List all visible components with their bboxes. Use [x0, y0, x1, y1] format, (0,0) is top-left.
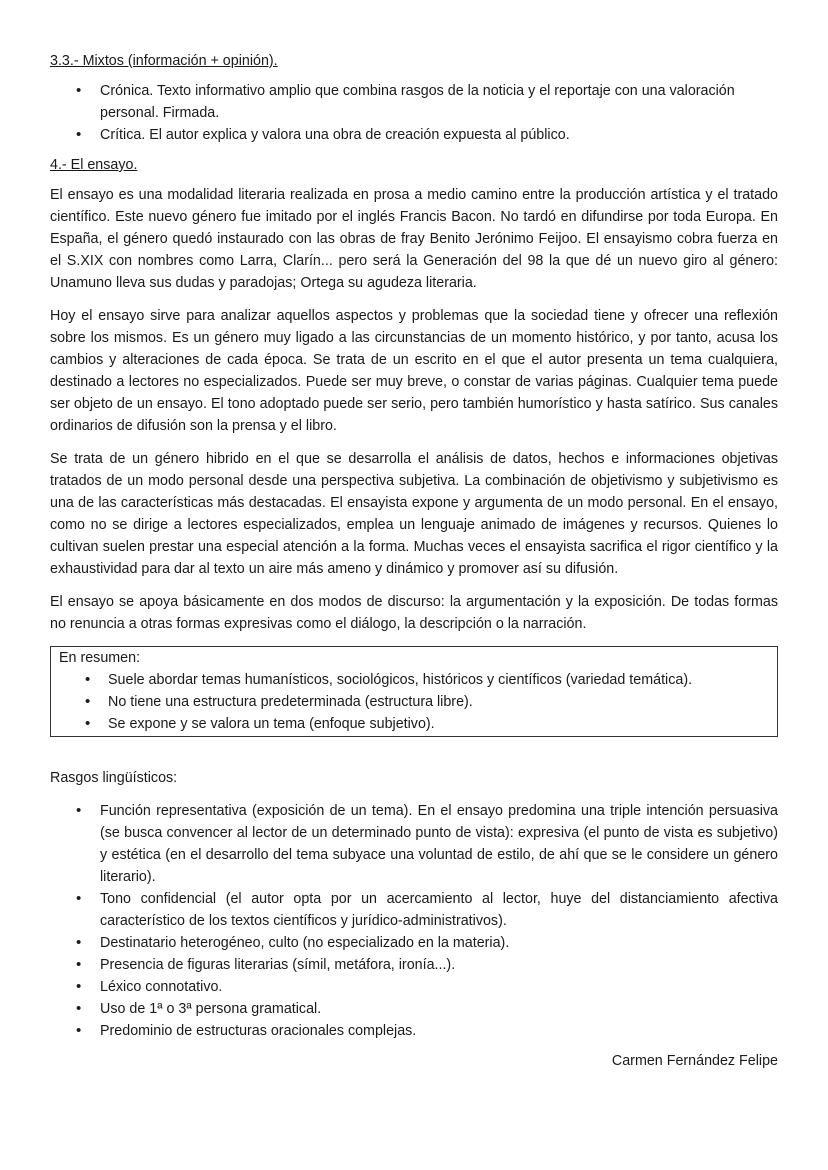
list-item: • Tono confidencial (el autor opta por un acercamiento al lector, huye del distanciamiento afectiva característico de los textos científicos y jurídico-administrativos). — [50, 888, 778, 932]
document-page — [50, 50, 778, 1072]
list-item: • Uso de 1ª o 3ª persona gramatical. — [50, 998, 778, 1020]
list-item: • Léxico connotativo. — [50, 976, 778, 998]
summary-title: En resumen: — [59, 650, 141, 666]
paragraph: Hoy el ensayo sirve para analizar aquellos aspectos y problemas que la sociedad tiene y ofrecer una reflexión sobre los mismos. Es un género muy ligado a las circunstancias de un momento histórico, y por tanto, acusa los cambios y alteraciones de cada época. Se trata de un escrito en el que el autor presenta un tema cualquiera, destinado a lectores no especializados. Puede ser muy breve, o constar de varias páginas. Cualquier tema puede ser objeto de un ensayo. El tono adoptado puede ser serio, pero también humorístico y hasta satírico. Sus canales ordinarios de difusión son la prensa y el libro. — [50, 308, 778, 434]
list-item: • Presencia de figuras literarias (símil, metáfora, ironía...). — [50, 954, 778, 976]
list-item: • Crónica. Texto informativo amplio que combina rasgos de la noticia y el reportaje con una valoración personal. Firmada. — [50, 80, 778, 124]
summary-list — [59, 669, 769, 735]
list-item: • Destinatario heterogéneo, culto (no especializado en la materia). — [50, 932, 778, 954]
list-item: • Predominio de estructuras oracionales complejas. — [50, 1020, 778, 1042]
list-item: • Se expone y se valora un tema (enfoque subjetivo). — [59, 713, 769, 735]
mixtos-list — [50, 80, 778, 146]
list-item: • No tiene una estructura predeterminada (estructura libre). — [59, 691, 769, 713]
list-item: • Suele abordar temas humanísticos, sociológicos, históricos y científicos (variedad temática). — [59, 669, 769, 691]
rasgos-title: Rasgos lingüísticos: — [50, 770, 178, 786]
section-heading-mixtos: 3.3.- Mixtos (información + opinión). — [50, 53, 278, 69]
summary-box — [50, 646, 778, 737]
paragraph: Se trata de un género hibrido en el que se desarrolla el análisis de datos, hechos e informaciones objetivas tratados de un modo personal desde una perspectiva subjetiva. La combinación de objetivismo y subjetivismo es una de las características más destacadas. El ensayista expone y argumenta de un modo personal. En el ensayo, como no se dirige a lectores especializados, emplea un lenguaje animado de imágenes y recursos. Quienes lo cultivan suelen prestar una especial atención a la forma. Muchas veces el ensayista sacrifica el rigor científico y la exhaustividad para dar al texto un aire más ameno y dinámico y promover así su difusión. — [50, 451, 778, 577]
list-item: • Función representativa (exposición de un tema). En el ensayo predomina una triple intención persuasiva (se busca convencer al lector de un determinado punto de vista): expresiva (el punto de vista es subjetivo) y estética (en el desarrollo del tema subyace una voluntad de estilo, de ahí que se le considere un género literario). — [50, 800, 778, 888]
author-signature: Carmen Fernández Felipe — [611, 1053, 778, 1069]
list-item: • Crítica. El autor explica y valora una obra de creación expuesta al público. — [50, 124, 778, 146]
paragraph: El ensayo es una modalidad literaria realizada en prosa a medio camino entre la producción artística y el tratado científico. Este nuevo género fue imitado por el inglés Francis Bacon. No tardó en difundirse por toda Europa. En España, el género quedó instaurado con las obras de fray Benito Jerónimo Feijoo. El ensayismo cobra fuerza en el S.XIX con nombres como Larra, Clarín... pero será la Generación del 98 la que dé un nuevo giro al género: Unamuno lleva sus dudas y paradojas; Ortega su agudeza literaria. — [50, 187, 778, 291]
rasgos-list — [50, 800, 778, 1042]
paragraph: El ensayo se apoya básicamente en dos modos de discurso: la argumentación y la exposición. De todas formas no renuncia a otras formas expresivas como el diálogo, la descripción o la narración. — [50, 594, 778, 632]
section-heading-ensayo: 4.- El ensayo. — [50, 157, 138, 173]
